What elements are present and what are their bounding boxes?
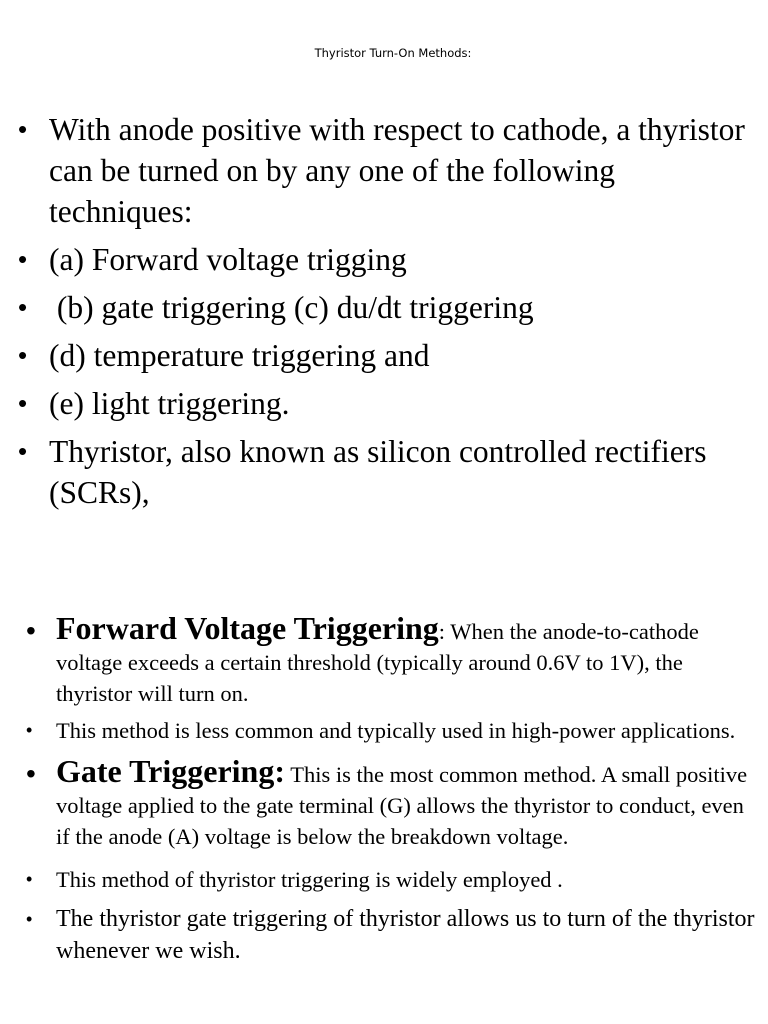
widely-employed-text: This method of thyristor triggering is widely employed . (56, 867, 563, 892)
list-item-text: (b) gate triggering (c) du/dt triggering (49, 290, 534, 325)
bullet-icon: • (26, 869, 33, 889)
bullet-icon: • (18, 436, 28, 466)
bullet-icon: • (18, 114, 28, 144)
bullet-icon: • (18, 388, 28, 418)
list-item (18, 335, 749, 376)
list-item (18, 431, 749, 513)
gate-turn-off-text: The thyristor gate triggering of thyristor allows us to turn of the thyristor whenever we wish. (56, 906, 755, 964)
list-item (18, 383, 749, 424)
list-item-widely-employed (26, 864, 756, 895)
list-item-gate-turn-off (26, 903, 756, 967)
forward-voltage-heading: Forward Voltage Triggering (56, 610, 439, 646)
bullet-icon: • (18, 244, 28, 274)
list-item-text: With anode positive with respect to cathode, a thyristor can be turned on by any one of the following techniques: (49, 112, 745, 229)
bullet-icon: • (26, 758, 36, 789)
list-item-gate-triggering (26, 753, 756, 852)
list-item-text: Thyristor, also known as silicon controlled rectifiers (SCRs), (49, 434, 707, 510)
list-item-text: (e) light triggering. (49, 386, 290, 421)
list-item-text: (a) Forward voltage trigging (49, 242, 407, 277)
bullet-icon: • (18, 340, 28, 370)
list-item (18, 239, 749, 280)
bullet-icon: • (18, 292, 28, 322)
forward-voltage-text: : When the anode-to-cathode voltage exceeds a certain threshold (typically around 0.6V to 1V), the thyristor will turn on. (56, 619, 699, 706)
details-list (26, 610, 756, 967)
bullet-icon: • (26, 909, 33, 929)
bullet-icon: • (26, 615, 36, 646)
methods-list (18, 109, 749, 520)
bullet-icon: • (26, 720, 33, 740)
less-common-text: This method is less common and typically used in high-power applications. (56, 718, 736, 743)
list-item (18, 287, 749, 328)
list-item (18, 109, 749, 232)
list-item-forward-voltage (26, 610, 756, 709)
gate-triggering-text: This is the most common method. A small positive voltage applied to the gate terminal (G) allows the thyristor to conduct, even if the anode (A) voltage is below the breakdown voltage. (56, 762, 748, 849)
slide-title: Thyristor Turn-On Methods: (314, 46, 472, 60)
list-item-less-common (26, 715, 756, 746)
list-item-text: (d) temperature triggering and (49, 338, 430, 373)
gate-triggering-heading: Gate Triggering: (56, 753, 285, 789)
